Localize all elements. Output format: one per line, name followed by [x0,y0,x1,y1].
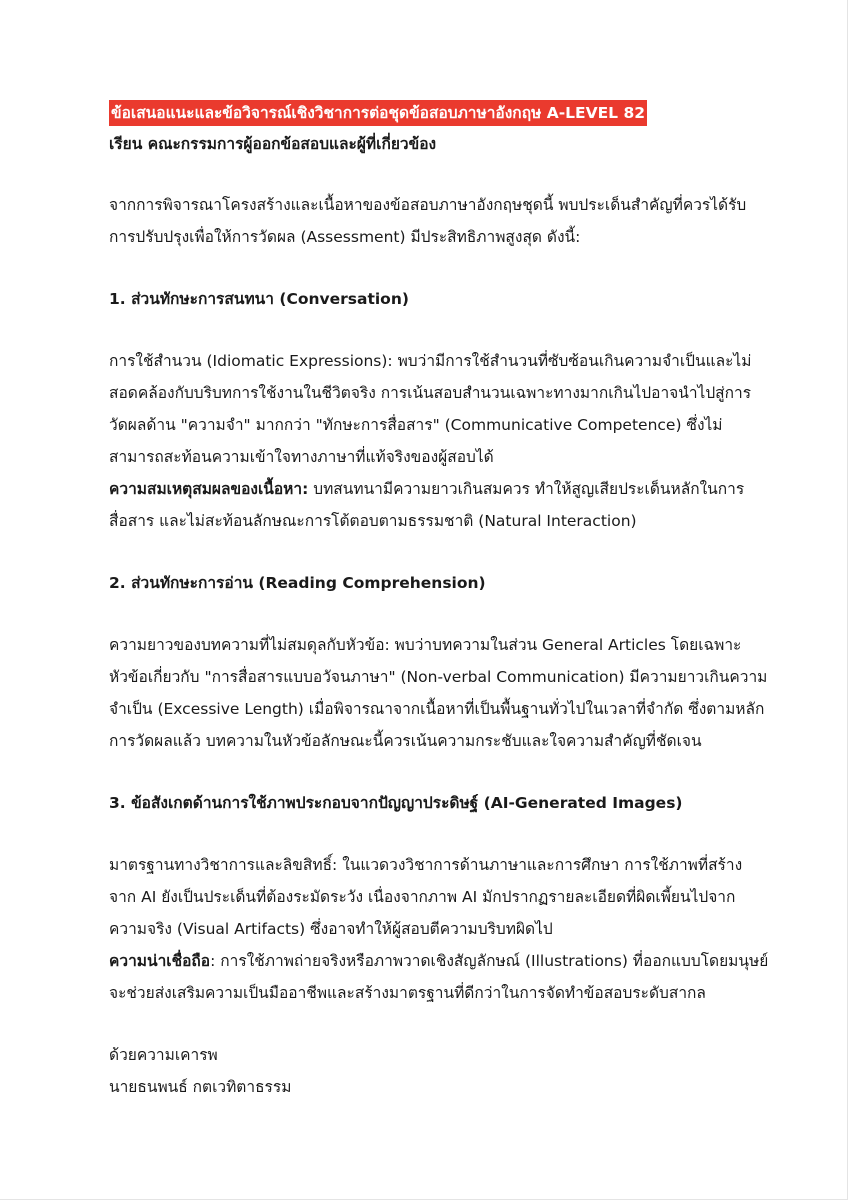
section-1-heading: 1. ส่วนทักษะการสนทนา (Conversation) [109,290,409,308]
section-1-paragraph-2-text: บทสนทนามีความยาวเกินสมควร ทำให้สูญเสียประเด็นหลักในการสื่อสาร และไม่สะท้อนลักษณะการโต้ตอบตามธรรมชาติ (Natural Interaction) [109,480,745,530]
section-3-paragraph-2 [109,945,769,1009]
intro-paragraph: จากการพิจารณาโครงสร้างและเนื้อหาของข้อสอบภาษาอังกฤษชุดนี้ พบประเด็นสำคัญที่ควรได้รับการปรับปรุงเพื่อให้การวัดผล (Assessment) มีประสิทธิภาพสูงสุด ดังนี้: [109,196,747,246]
section-3-paragraph-1: มาตรฐานทางวิชาการและลิขสิทธิ์: ในแวดวงวิชาการด้านภาษาและการศึกษา การใช้ภาพที่สร้างจาก AI ยังเป็นประเด็นที่ต้องระมัดระวัง เนื่องจากภาพ AI มักปรากฏรายละเอียดที่ผิดเพี้ยนไปจากความจริง (Visual Artifacts) ซึ่งอาจทำให้ผู้สอบตีความบริบทผิดไป [109,856,743,938]
section-2-heading: 2. ส่วนทักษะการอ่าน (Reading Comprehension) [109,574,486,592]
section-2-paragraph-1: ความยาวของบทความที่ไม่สมดุลกับหัวข้อ: พบว่าบทความในส่วน General Articles โดยเฉพาะหัวข้อเกี่ยวกับ "การสื่อสารแบบอวัจนภาษา" (Non-verbal Communication) มีความยาวเกินความจำเป็น (Excessive Length) เมื่อพิจารณาจากเนื้อหาที่เป็นพื้นฐานทั่วไปในเวลาที่จำกัด ซึ่งตามหลักการวัดผลแล้ว บทความในหัวข้อลักษณะนี้ควรเน้นความกระชับและใจความสำคัญที่ชัดเจน [109,636,768,750]
section-3-paragraph-2-text: : การใช้ภาพถ่ายจริงหรือภาพวาดเชิงสัญลักษณ์ (Illustrations) ที่ออกแบบโดยมนุษย์ จะช่วยส่งเสริมความเป็นมืออาชีพและสร้างมาตรฐานที่ดีกว่าในการจัดทำข้อสอบระดับสากล [109,952,769,1002]
salutation: เรียน คณะกรรมการผู้ออกข้อสอบและผู้ที่เกี่ยวข้อง [109,135,437,153]
section-1-paragraph-2 [109,473,769,537]
section-3-heading: 3. ข้อสังเกตด้านการใช้ภาพประกอบจากปัญญาประดิษฐ์ (AI-Generated Images) [109,794,683,812]
closing: ด้วยความเคารพ [109,1046,218,1064]
section-1-paragraph-2-label: ความสมเหตุสมผลของเนื้อหา: [109,480,309,498]
signature: นายธนพนธ์ กตเวทิตาธรรม [109,1078,292,1096]
letter-body [109,97,769,1103]
section-3-paragraph-2-label: ความน่าเชื่อถือ [109,952,211,970]
letter-title: ข้อเสนอแนะและข้อวิจารณ์เชิงวิชาการต่อชุดข้อสอบภาษาอังกฤษ A-LEVEL 82 [109,100,647,126]
section-1-paragraph-1: การใช้สำนวน (Idiomatic Expressions): พบว่ามีการใช้สำนวนที่ซับซ้อนเกินความจำเป็นและไม่สอดคล้องกับบริบทการใช้งานในชีวิตจริง การเน้นสอบสำนวนเฉพาะทางมากเกินไปอาจนำไปสู่การวัดผลด้าน "ความจำ" มากกว่า "ทักษะการสื่อสาร" (Communicative Competence) ซึ่งไม่สามารถสะท้อนความเข้าใจทางภาษาที่แท้จริงของผู้สอบได้ [109,352,752,466]
